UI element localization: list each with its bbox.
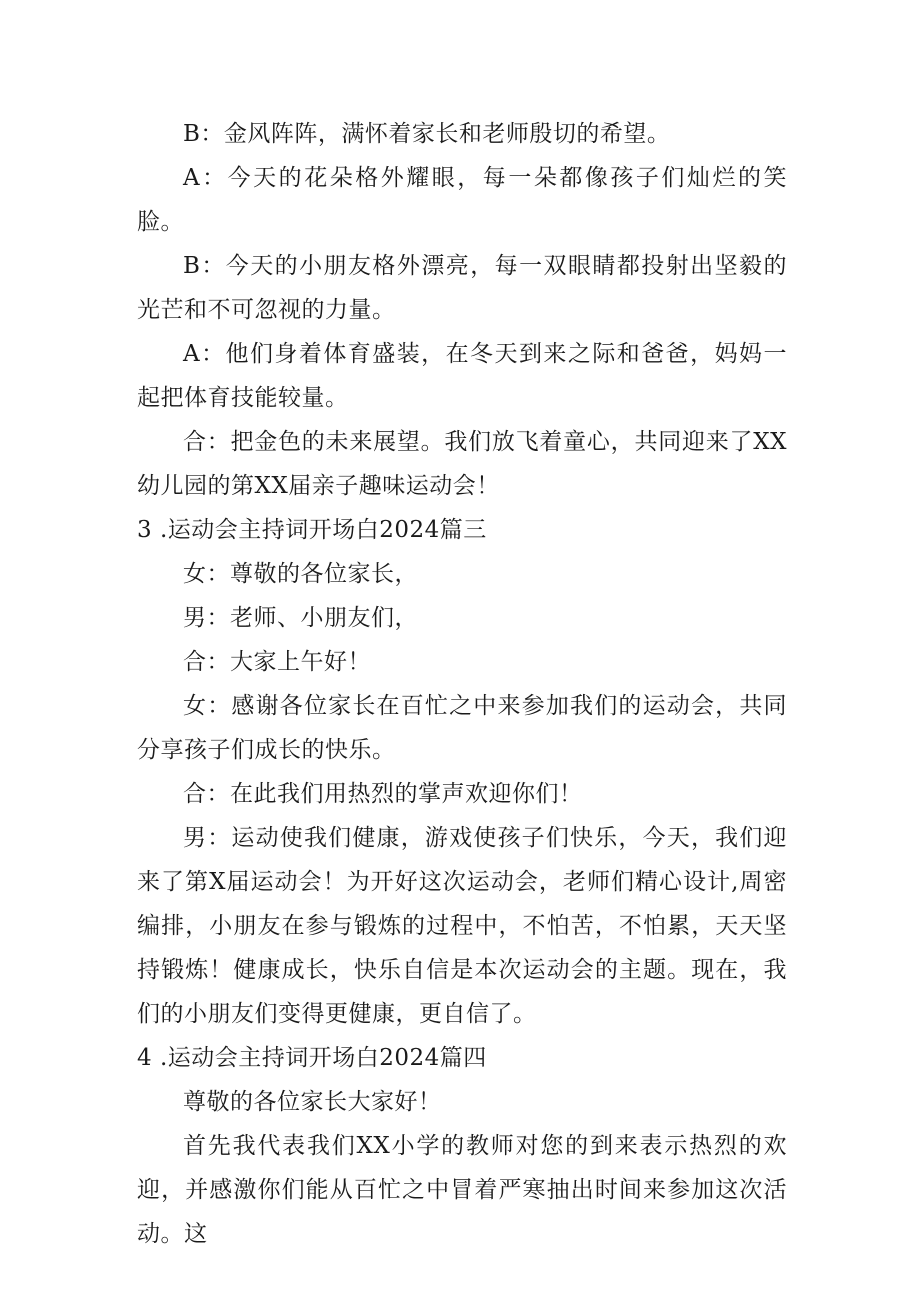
paragraph: 女：感谢各位家长在百忙之中来参加我们的运动会，共同分享孩子们成长的快乐。 — [137, 693, 787, 763]
paragraph: A：今天的花朵格外耀眼，每一朵都像孩子们灿烂的笑脸。 — [137, 165, 787, 235]
paragraph: 合：在此我们用热烈的掌声欢迎你们！ — [183, 781, 583, 807]
paragraph: 合：大家上午好！ — [183, 649, 371, 675]
paragraph: B：今天的小朋友格外漂亮，每一双眼睛都投射出坚毅的光芒和不可忽视的力量。 — [137, 253, 787, 323]
paragraph: A：他们身着体育盛装，在冬天到来之际和爸爸，妈妈一起把体育技能较量。 — [137, 341, 787, 411]
section-heading: 4 .运动会主持词开场白2024篇四 — [137, 1045, 487, 1071]
paragraph: 女：尊敬的各位家长， — [183, 561, 418, 587]
paragraph: 男：运动使我们健康，游戏使孩子们快乐，今天，我们迎来了第X届运动会！为开好这次运动会，老师们精心设计,周密编排，小朋友在参与锻炼的过程中，不怕苦，不怕累，天天坚持锻炼！健康成长，快乐自信是本次运动会的主题。现在，我们的小朋友们变得更健康，更自信了。 — [137, 825, 787, 1027]
paragraph: 男：老师、小朋友们， — [183, 605, 418, 631]
paragraph: B：金风阵阵，满怀着家长和老师殷切的希望。 — [183, 121, 671, 147]
paragraph: 首先我代表我们XX小学的教师对您的到来表示热烈的欢迎，并感激你们能从百忙之中冒着严寒抽出时间来参加这次活动。这 — [137, 1133, 787, 1247]
document-body — [137, 112, 787, 1256]
paragraph: 尊敬的各位家长大家好！ — [183, 1089, 442, 1115]
paragraph: 合：把金色的未来展望。我们放飞着童心，共同迎来了XX幼儿园的第XX届亲子趣味运动会！ — [137, 429, 787, 499]
section-heading: 3 .运动会主持词开场白2024篇三 — [137, 517, 487, 543]
